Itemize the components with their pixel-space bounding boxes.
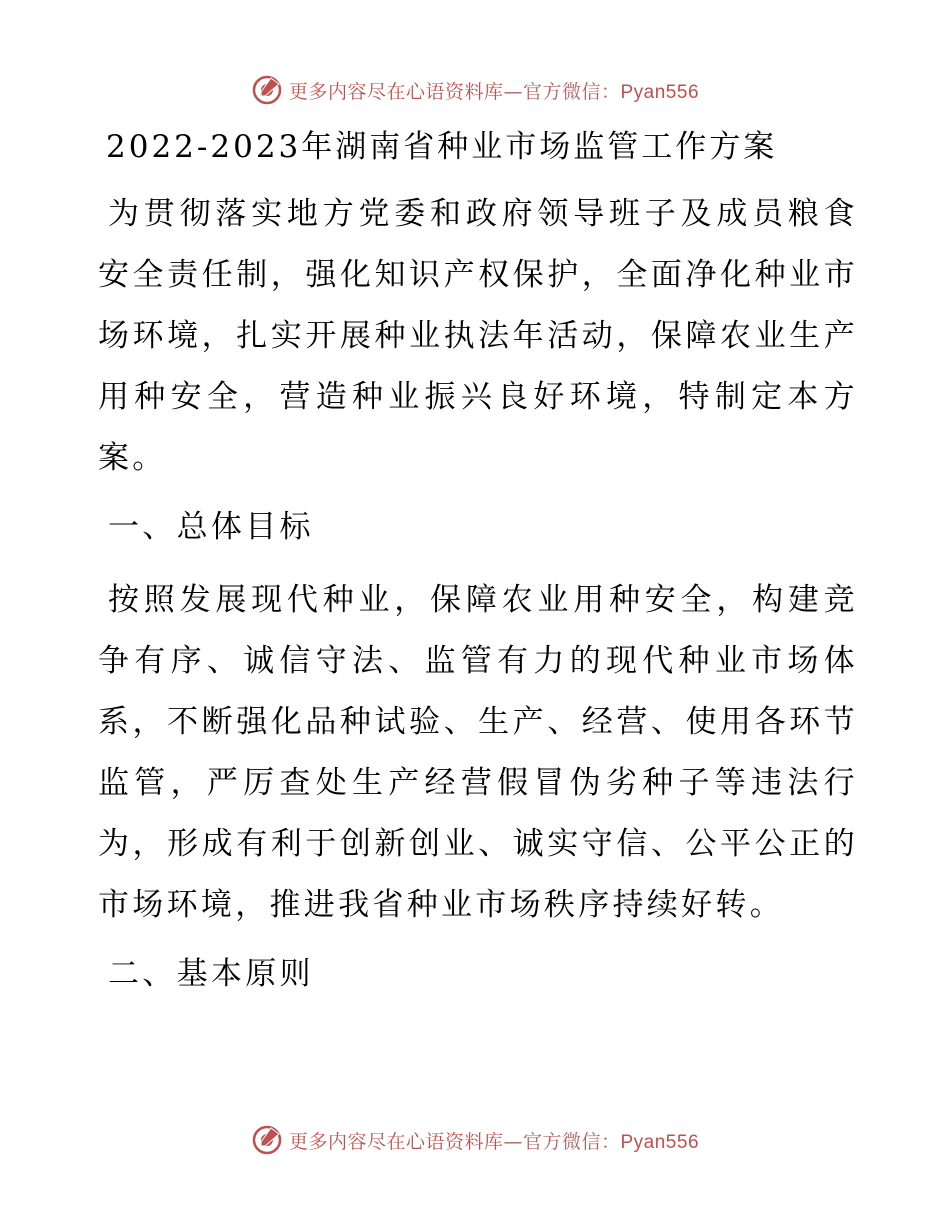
watermark-text (289, 1127, 699, 1154)
brand-logo-icon (251, 1124, 283, 1156)
brand-logo-icon (251, 74, 283, 106)
header-watermark (0, 70, 950, 110)
overall-goal-paragraph: 按照发展现代种业，保障农业用种安全，构建竞争有序、诚信守法、监管有力的现代种业市场体系，不断强化品种试验、生产、经营、使用各环节监管，严厉查处生产经营假冒伪劣种子等违法行为，形成有利于创新创业、诚实守信、公平公正的市场环境，推进我省种业市场秩序持续好转。 (98, 582, 858, 923)
watermark-main-text: 更多内容尽在心语资料库 (288, 80, 504, 103)
watermark-main-text: 更多内容尽在心语资料库 (288, 1130, 504, 1153)
footer-watermark (0, 1120, 950, 1160)
section-heading-overall-goal: 一、总体目标 (108, 509, 314, 545)
watermark-text (289, 77, 699, 104)
watermark-separator: —官方微信： (503, 1130, 621, 1153)
watermark-separator: —官方微信： (503, 80, 621, 103)
document-title: 2022-2023年湖南省种业市场监管工作方案 (106, 129, 778, 165)
intro-paragraph: 为贯彻落实地方党委和政府领导班子及成员粮食安全责任制，强化知识产权保护，全面净化种业市场环境，扎实开展种业执法年活动，保障农业生产用种安全，营造种业振兴良好环境，特制定本方案。 (98, 196, 858, 476)
section-heading-basic-principles: 二、基本原则 (108, 956, 314, 992)
watermark-account-id: Pyan556 (620, 1131, 700, 1153)
document-body (98, 118, 858, 1017)
watermark-account-id: Pyan556 (620, 81, 700, 103)
